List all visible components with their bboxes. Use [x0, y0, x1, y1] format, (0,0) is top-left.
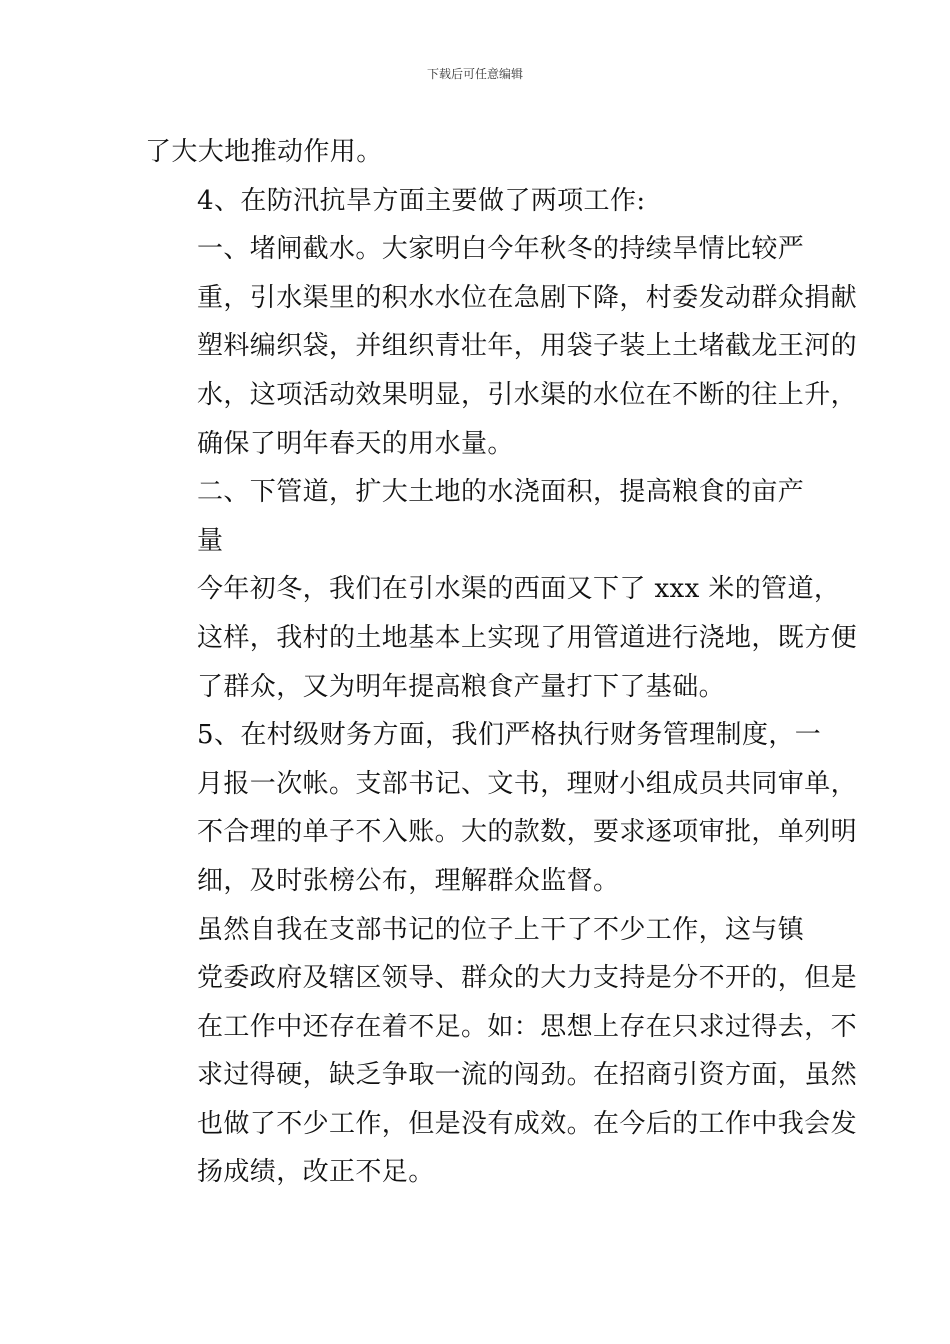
text-line: 不合理的单子不入账。大的款数，要求逐项审批，单列明 — [197, 817, 858, 848]
paragraph-6 — [145, 711, 858, 905]
paragraph-1 — [145, 128, 807, 177]
text-line: 求过得硬，缺乏争取一流的闯劲。在招商引资方面，虽然 — [197, 1060, 858, 1091]
text-line: 了大大地推动作用。 — [145, 137, 383, 167]
text-line: 量 — [197, 525, 224, 556]
text-line: 确保了明年春天的用水量。 — [197, 428, 514, 459]
text-line: 月报一次帐。支部书记、文书，理财小组成员共同审单， — [197, 768, 858, 799]
paragraph-2 — [145, 177, 807, 226]
paragraph-4 — [145, 468, 807, 565]
text-line: 党委政府及辖区领导、群众的大力支持是分不开的，但是 — [197, 963, 858, 994]
text-line: 这样，我村的土地基本上实现了用管道进行浇地，既方便 — [197, 622, 858, 653]
text-line: 细，及时张榜公布，理解群众监督。 — [197, 865, 620, 896]
text-line: 5、在村级财务方面，我们严格执行财务管理制度，一 — [197, 720, 822, 751]
document-body — [145, 128, 858, 1197]
page-header: 下载后可任意编辑 — [426, 67, 523, 81]
text-line: 一、堵闸截水。大家明白今年秋冬的持续旱情比较严 — [197, 234, 805, 265]
text-line: 也做了不少工作，但是没有成效。在今后的工作中我会发 — [197, 1108, 858, 1139]
paragraph-5 — [145, 565, 858, 711]
text-line: 二、下管道，扩大土地的水浇面积，提高粮食的亩产 — [197, 477, 805, 508]
paragraph-3 — [145, 225, 858, 468]
text-line: 虽然自我在支部书记的位子上干了不少工作，这与镇 — [197, 914, 805, 945]
text-line: 塑料编织袋，并组织青壮年，用袋子装上土堵截龙王河的 — [197, 331, 858, 362]
text-line: 水，这项活动效果明显，引水渠的水位在不断的往上升， — [197, 379, 858, 410]
text-line: 今年初冬，我们在引水渠的西面又下了 xxx 米的管道， — [197, 574, 841, 605]
text-line: 4、在防汛抗旱方面主要做了两项工作: — [197, 185, 646, 216]
paragraph-7 — [145, 906, 858, 1198]
text-line: 在工作中还存在着不足。如：思想上存在只求过得去，不 — [197, 1011, 858, 1042]
text-line: 扬成绩，改正不足。 — [197, 1157, 435, 1188]
text-line: 了群众，又为明年提高粮食产量打下了基础。 — [197, 671, 726, 702]
text-line: 重，引水渠里的积水水位在急剧下降，村委发动群众捐献 — [197, 282, 858, 313]
